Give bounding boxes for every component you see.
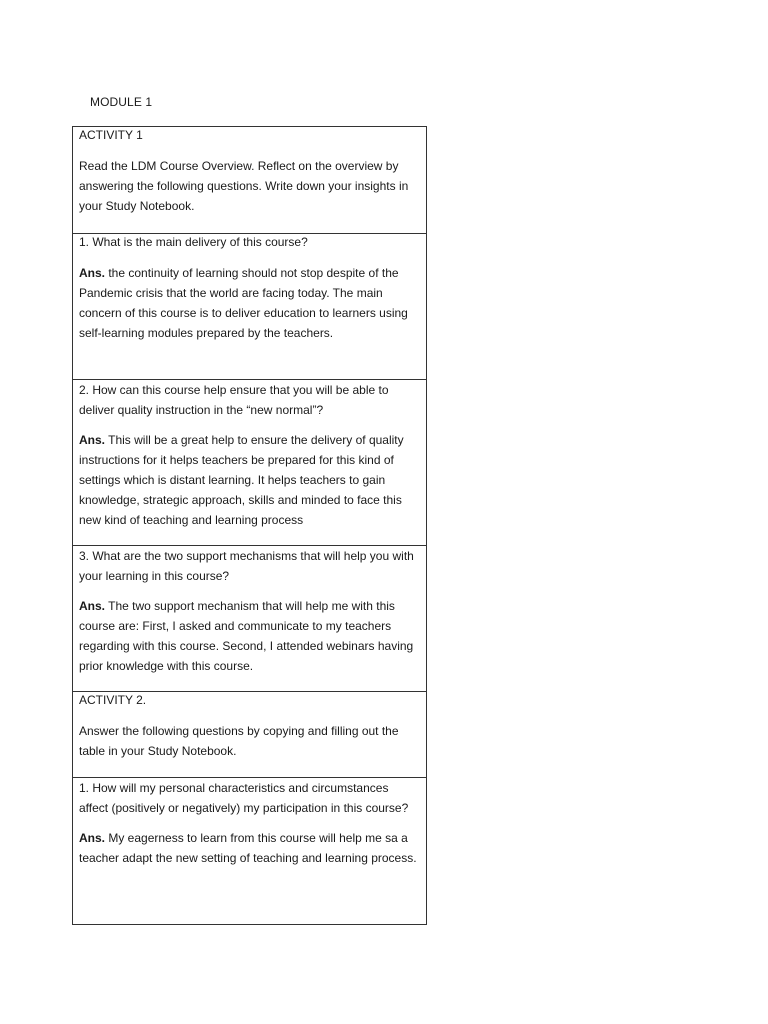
answer-3 bbox=[79, 596, 420, 676]
module-title: MODULE 1 bbox=[90, 95, 153, 109]
question-row-1 bbox=[73, 234, 426, 380]
answer-3-label: Ans. bbox=[79, 599, 106, 613]
answer-2-label: Ans. bbox=[79, 433, 106, 447]
answer-4-text: My eagerness to learn from this course will help me sa a teacher adapt the new setting of teaching and learning process. bbox=[79, 831, 417, 865]
answer-4 bbox=[79, 828, 420, 868]
answer-4-label: Ans. bbox=[79, 831, 106, 845]
activity-2-heading: ACTIVITY 2. bbox=[79, 693, 147, 707]
answer-1-text: the continuity of learning should not stop despite of the Pandemic crisis that the world are facing today. The main concern of this course is to deliver education to learners using self-learning modules prepared by the teachers. bbox=[79, 266, 408, 340]
answer-3-text: The two support mechanism that will help me with this course are: First, I asked and communicate to my teachers regarding with this course. Second, I attended webinars having prior knowledge with this course. bbox=[79, 599, 414, 673]
question-1: 1. What is the main delivery of this course? bbox=[79, 235, 308, 249]
question-2: 2. How can this course help ensure that you will be able to deliver quality instruction in the “new normal”? bbox=[79, 383, 389, 417]
answer-2 bbox=[79, 430, 420, 530]
activity-table bbox=[72, 126, 427, 925]
answer-2-text: This will be a great help to ensure the delivery of quality instructions for it helps teachers be prepared for this kind of settings which is distant learning. It helps teachers to gain knowledge, strategic approach, skills and minded to face this new kind of teaching and learning process bbox=[79, 433, 404, 527]
question-4: 1. How will my personal characteristics and circumstances affect (positively or negatively) my participation in this course? bbox=[79, 781, 409, 815]
question-row-2 bbox=[73, 380, 426, 546]
activity-2-row bbox=[73, 692, 426, 778]
answer-1 bbox=[79, 263, 420, 343]
question-3: 3. What are the two support mechanisms that will help you with your learning in this course? bbox=[79, 549, 414, 583]
answer-1-label: Ans. bbox=[79, 266, 106, 280]
question-row-3 bbox=[73, 546, 426, 692]
activity-1-instructions: Read the LDM Course Overview. Reflect on the overview by answering the following questions. Write down your insights in your Study Notebook. bbox=[79, 159, 409, 213]
activity-1-row bbox=[73, 127, 426, 234]
activity-1-heading: ACTIVITY 1 bbox=[79, 128, 143, 142]
activity-2-instructions: Answer the following questions by copying and filling out the table in your Study Notebook. bbox=[79, 724, 399, 758]
question-row-4 bbox=[73, 778, 426, 925]
